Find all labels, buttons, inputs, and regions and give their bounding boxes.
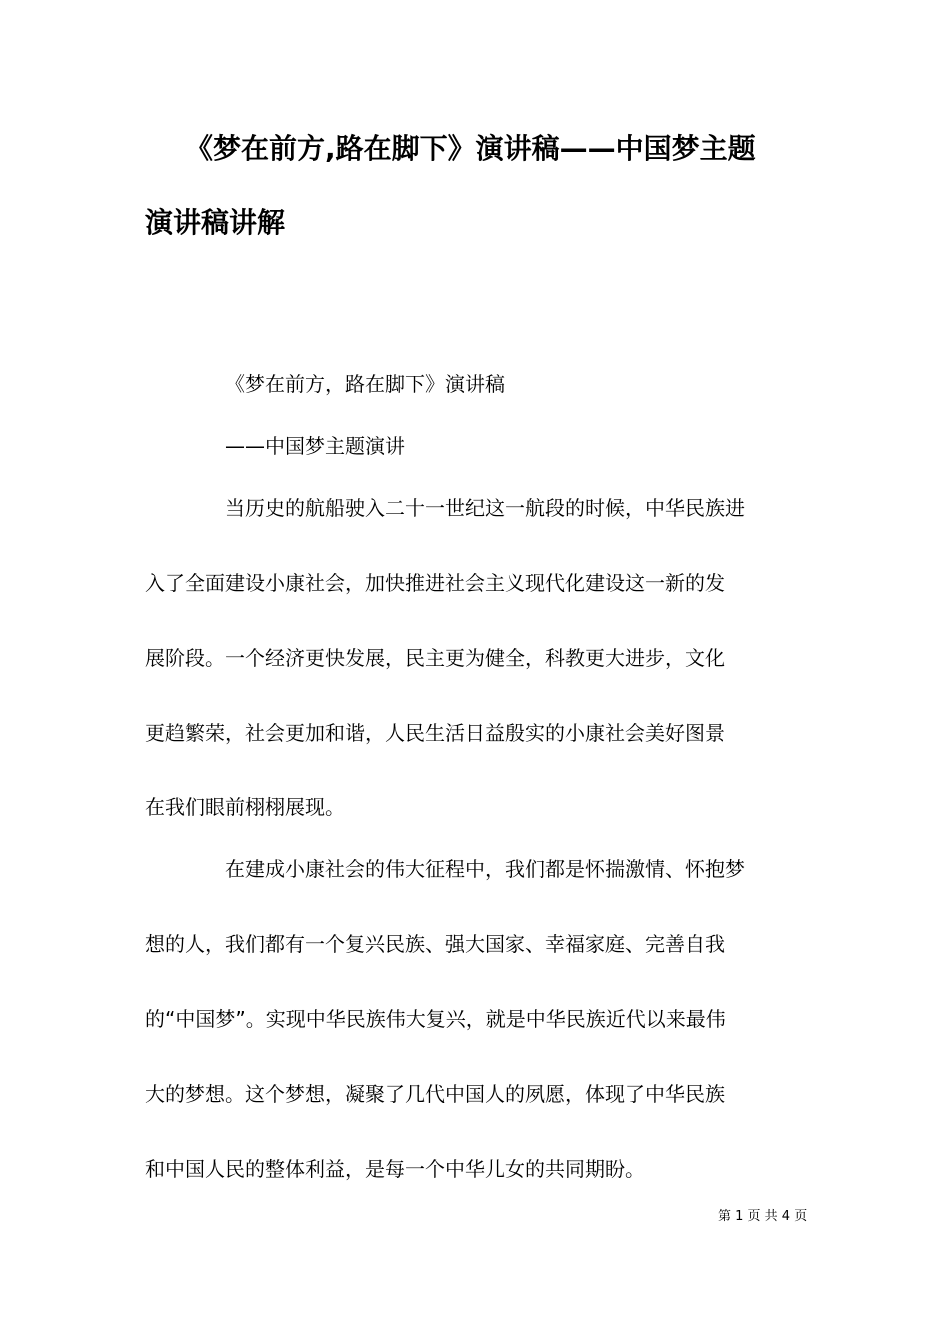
paragraph-2-line-4: 大的梦想。这个梦想，凝聚了几代中国人的夙愿，体现了中华民族 [145, 1082, 725, 1106]
paragraph-1-line-5: 在我们眼前栩栩展现。 [145, 795, 345, 819]
paragraph-2-line-1: 在建成小康社会的伟大征程中，我们都是怀揣激情、怀抱梦 [225, 857, 745, 881]
paragraph-1-line-2: 入了全面建设小康社会，加快推进社会主义现代化建设这一新的发 [145, 571, 725, 595]
paragraph-2-line-3: 的“中国梦”。实现中华民族伟大复兴，就是中华民族近代以来最伟 [145, 1007, 726, 1031]
paragraph-1-line-4: 更趋繁荣，社会更加和谐，人民生活日益殷实的小康社会美好图景 [145, 721, 725, 745]
paragraph-1-line-3: 展阶段。一个经济更快发展，民主更为健全，科教更大进步，文化 [145, 646, 725, 670]
paragraph-2-line-2: 想的人，我们都有一个复兴民族、强大国家、幸福家庭、完善自我 [145, 932, 725, 956]
paragraph-1-line-1: 当历史的航船驶入二十一世纪这一航段的时候，中华民族进 [225, 496, 745, 520]
paragraph-2-line-5: 和中国人民的整体利益，是每一个中华儿女的共同期盼。 [145, 1157, 645, 1181]
document-title-line-2: 演讲稿讲解 [145, 206, 286, 239]
speech-title: 《梦在前方，路在脚下》演讲稿 [225, 372, 505, 396]
document-title-line-1: 《梦在前方,路在脚下》演讲稿——中国梦主题 [185, 132, 756, 165]
page-number: 第 1 页 共 4 页 [718, 1209, 808, 1224]
speech-subtitle: ——中国梦主题演讲 [225, 434, 405, 458]
